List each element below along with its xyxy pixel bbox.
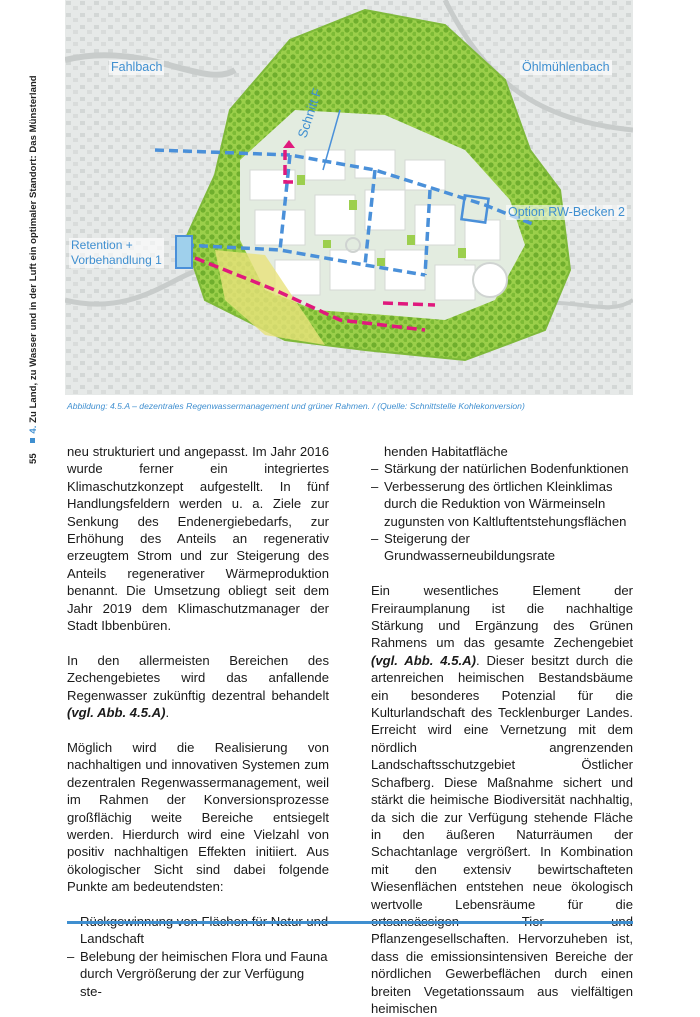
left-bullet-list bbox=[67, 913, 329, 1000]
left-paragraph-1: neu strukturiert und angepasst. Im Jahr 2016 wurde ferner ein integriertes Klimaschutzkonzept aufgestellt. In fünf Handlungsfeldern werden u. a. Ziele zur Senkung des Endenergiebedarfs, zur Erhöhung des Anteils an regenerativ erzeugtem Strom und zur Steigerung des Anteils regenerativer Wärmeproduktion benannt. Die Umsetzung obliegt seit dem Jahr 2019 dem Klimaschutzmanager der Stadt Ibbenbüren. bbox=[67, 444, 329, 634]
left-column bbox=[67, 443, 329, 1000]
oehlmuehlenbach-label: Öhlmühlenbach bbox=[522, 60, 610, 74]
left-paragraph-2: In den allermeisten Bereichen des Zechengebietes wird das anfallende Regenwasser zukünftig dezentral behandelt (vgl. Abb. 4.5.A). bbox=[67, 652, 329, 721]
list-item-continuation: henden Habitatfläche bbox=[384, 444, 508, 459]
fahlbach-label: Fahlbach bbox=[111, 60, 163, 74]
side-header bbox=[28, 0, 39, 464]
list-item: – Verbesserung des örtlichen Kleinklimas durch die Reduktion von Wärmeinseln zugunsten von Kaltluftentstehungsflächen bbox=[371, 478, 633, 530]
site-plan-map bbox=[65, 0, 633, 395]
chapter-title: Zu Land, zu Wasser und in der Luft ein optimaler Standort: Das Münsterland bbox=[28, 75, 39, 423]
right-column bbox=[371, 443, 633, 1017]
chapter-number: 4. bbox=[28, 425, 39, 434]
list-item: – Steigerung der Grundwasserneubildungsrate bbox=[371, 530, 633, 565]
list-item: – Belebung der heimischen Flora und Fauna durch Vergrößerung der zur Verfügung ste- bbox=[67, 948, 329, 1000]
schnitt-f-label: Schnitt F bbox=[294, 86, 325, 140]
bottom-rule bbox=[67, 921, 633, 924]
page-number: 55 bbox=[28, 453, 39, 464]
right-bullet-list bbox=[371, 443, 633, 565]
list-item: – Landschaft bbox=[67, 913, 329, 948]
left-paragraph-3: Möglich wird die Realisierung von nachhaltigen und innovativen Systemen zum dezentralen Regenwassermanagement, weil im Rahmen der Konversionsprozesse großflächig weite Bereiche entsiegelt werden. Hierdurch wird eine Vielzahl von positiv nachhaltigen Effekten initiiert. Aus ökologischer Sicht sind dabei folgende Punkte am bedeutendsten: bbox=[67, 739, 329, 895]
figure-caption: Abbildung: 4.5.A – dezentrales Regenwassermanagement und grüner Rahmen. / (Quelle: Schnittstelle Kohlekonversion) bbox=[67, 401, 525, 411]
list-item: – Stärkung der natürlichen Bodenfunktionen bbox=[371, 460, 633, 477]
retention-label: Retention + Vorbehandlung 1 bbox=[71, 238, 162, 267]
right-paragraph-1: Ein wesentliches Element der Freiraumplanung ist die nachhaltige Stärkung und Ergänzung des Grünen Rahmens um das gesamte Zechengebiet (vgl. Abb. 4.5.A). Dieser besitzt durch die artenreichen heimischen Bestandsbäume ein besonderes Potenzial für die Kulturlandschaft des Tecklenburger Landes. Erreicht wird eine Vernetzung mit dem nördlich angrenzenden Landschaftsschutzgebiet Östlicher Schafberg. Diese Maßnahme sichert und stärkt die heimische Biodiversität nachhaltig, da sich die zur Verfügung stehende Fläche in den äußeren Naturräumen der Schachtanlage vergrößert. In Kombination mit den extensiv bewirtschafteten Wiesenflächen entstehen neue ökologisch wertvolle Lebensräume für die Pflanzengesellschaften. Hervorzuheben ist, dass die emissionsintensiven Bereiche der nördlichen Gewerbeflächen durch einen breiten Vegetationssaum aus vielfältigen heimischen bbox=[371, 583, 633, 1016]
chapter-square-icon bbox=[30, 438, 35, 443]
figure-reference: (vgl. Abb. 4.5.A) bbox=[67, 705, 166, 721]
option-rw-becken-label: Option RW-Becken 2 bbox=[508, 205, 625, 219]
figure-reference: (vgl. Abb. 4.5.A) bbox=[371, 652, 476, 668]
